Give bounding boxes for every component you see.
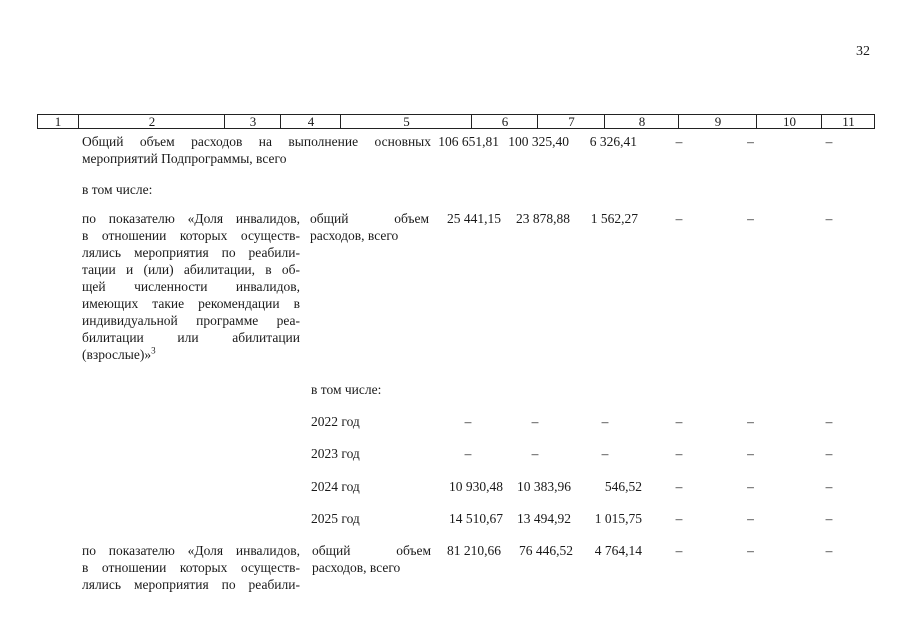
footnote-marker: 3 — [151, 345, 156, 356]
indicator1-line: имеющих такие рекомендации в — [82, 296, 300, 311]
year-col9: – — [675, 446, 683, 461]
indicator2-line: лялись мероприятия по реабили- — [82, 577, 300, 592]
year-col7: – — [531, 446, 539, 461]
indicator1-col8: 1 562,27 — [590, 211, 638, 226]
year-col11: – — [825, 414, 833, 429]
indicator1-line: индивидуальной программе реа- — [82, 313, 300, 328]
indicator1-col10: – — [747, 211, 754, 226]
column-header-9: 9 — [678, 115, 757, 128]
column-header-3: 3 — [224, 115, 281, 128]
year-label: 2025 год — [311, 511, 360, 526]
total-col9: – — [675, 134, 683, 149]
year-col11: – — [825, 446, 833, 461]
year-col11: – — [825, 479, 833, 494]
indicator2-line: в отношении которых осуществ- — [82, 560, 300, 575]
column-header-6: 6 — [471, 115, 538, 128]
including-label: в том числе: — [82, 182, 153, 197]
indicator1-line: тации и (или) абилитации, в об- — [82, 262, 300, 277]
sub-including-label: в том числе: — [311, 382, 382, 397]
year-col6: – — [464, 446, 472, 461]
total-col8: 6 326,41 — [589, 134, 637, 149]
column-header-row — [37, 114, 875, 129]
column-header-11: 11 — [821, 115, 875, 128]
total-col6: 106 651,81 — [438, 134, 499, 149]
indicator2-col6: 81 210,66 — [447, 543, 501, 558]
year-col10: – — [747, 479, 754, 494]
year-col7: – — [531, 414, 539, 429]
year-col6: 14 510,67 — [449, 511, 503, 526]
column-header-7: 7 — [537, 115, 605, 128]
year-col6: 10 930,48 — [449, 479, 503, 494]
year-col8: – — [601, 446, 609, 461]
column-header-10: 10 — [756, 115, 822, 128]
total-col10: – — [747, 134, 754, 149]
year-col8: – — [601, 414, 609, 429]
indicator1-col9: – — [675, 211, 683, 226]
year-label: 2024 год — [311, 479, 360, 494]
indicator2-expense-line1: общий объем — [312, 543, 431, 558]
column-header-2: 2 — [78, 115, 225, 128]
indicator2-col11: – — [825, 543, 833, 558]
year-col7: 13 494,92 — [517, 511, 571, 526]
indicator2-col8: 4 764,14 — [594, 543, 642, 558]
indicator2-col10: – — [747, 543, 754, 558]
indicator2-col7: 76 446,52 — [519, 543, 573, 558]
column-header-4: 4 — [280, 115, 341, 128]
year-col10: – — [747, 446, 754, 461]
year-col8: 1 015,75 — [594, 511, 642, 526]
column-header-5: 5 — [340, 115, 472, 128]
column-header-8: 8 — [604, 115, 679, 128]
total-col7: 100 325,40 — [508, 134, 569, 149]
column-header-1: 1 — [54, 114, 62, 129]
indicator1-line: по показателю «Доля инвалидов, — [82, 211, 300, 226]
year-col10: – — [747, 414, 754, 429]
indicator1-line: щей численности инвалидов, — [82, 279, 300, 294]
indicator1-col7: 23 878,88 — [516, 211, 570, 226]
year-col9: – — [675, 479, 683, 494]
indicator2-line: по показателю «Доля инвалидов, — [82, 543, 300, 558]
indicator1-last-line — [82, 346, 156, 363]
indicator1-col6: 25 441,15 — [447, 211, 501, 226]
indicator2-col9: – — [675, 543, 683, 558]
page-number: 32 — [856, 44, 870, 59]
indicator1-line: (взрослые)» — [82, 347, 152, 362]
indicator1-line: лялись мероприятия по реабили- — [82, 245, 300, 260]
year-col8: 546,52 — [604, 479, 642, 494]
year-label: 2022 год — [311, 414, 360, 429]
total-description-line1: Общий объем расходов на выполнение основных — [82, 134, 431, 149]
year-col10: – — [747, 511, 754, 526]
indicator1-line: в отношении которых осуществ- — [82, 228, 300, 243]
year-col6: – — [464, 414, 472, 429]
year-col9: – — [675, 414, 683, 429]
year-label: 2023 год — [311, 446, 360, 461]
indicator1-col11: – — [825, 211, 833, 226]
year-col7: 10 383,96 — [517, 479, 571, 494]
total-col11: – — [825, 134, 833, 149]
indicator1-expense-line2: расходов, всего — [310, 228, 399, 243]
indicator2-expense-line2: расходов, всего — [312, 560, 401, 575]
indicator1-line: билитации или абилитации — [82, 330, 300, 345]
year-col9: – — [675, 511, 683, 526]
year-col11: – — [825, 511, 833, 526]
total-description-line2: мероприятий Подпрограммы, всего — [82, 151, 287, 166]
indicator1-expense-line1: общий объем — [310, 211, 429, 226]
